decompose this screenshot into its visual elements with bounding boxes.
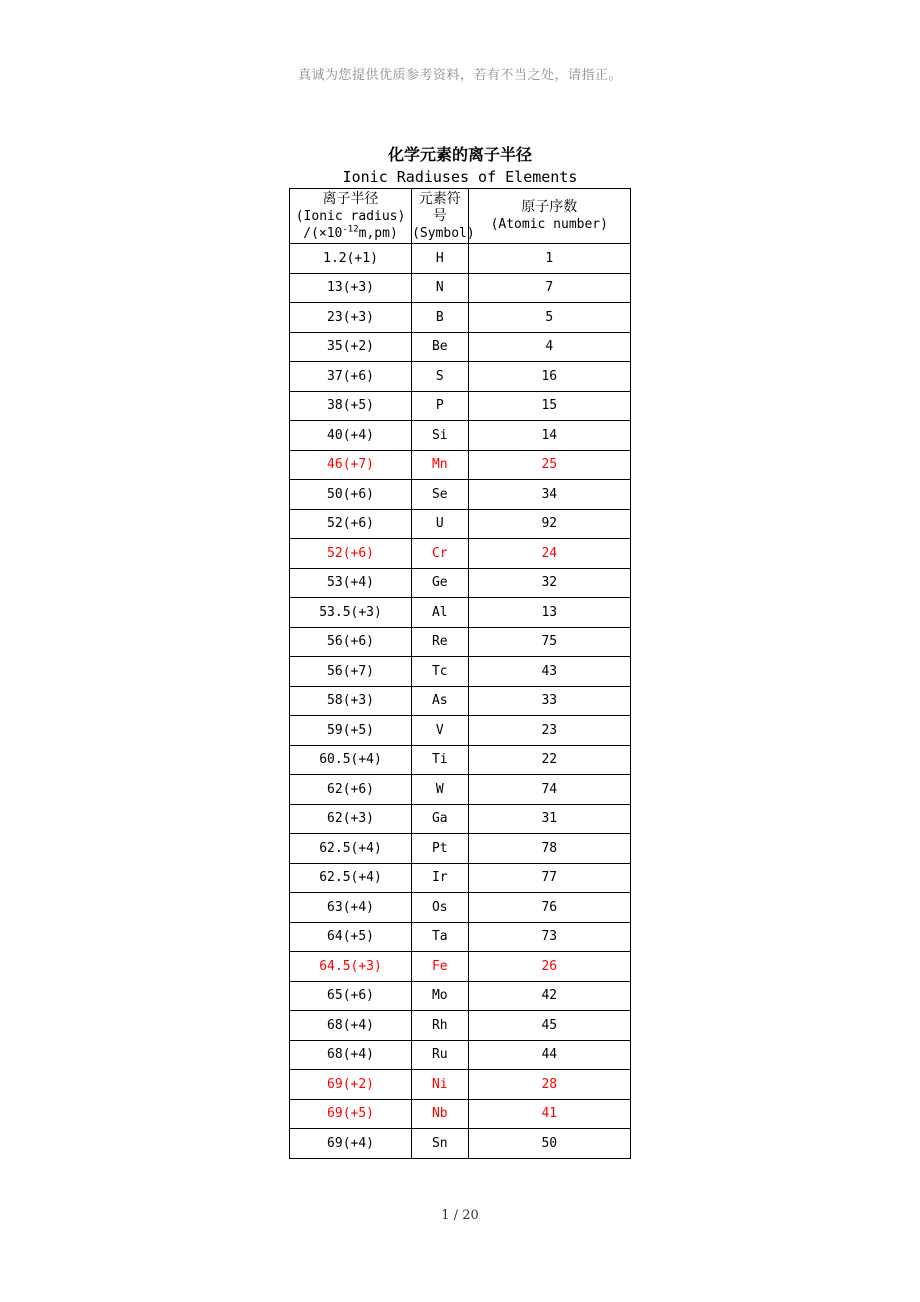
header-radius-cn: 离子半径	[322, 190, 379, 207]
cell-ionic-radius: 69(+5)	[290, 1099, 412, 1129]
header-atomic-en: (Atomic number)	[490, 217, 608, 232]
cell-atomic-number: 28	[468, 1070, 630, 1100]
cell-symbol: Os	[412, 893, 468, 923]
cell-ionic-radius: 53(+4)	[290, 568, 412, 598]
cell-atomic-number: 76	[468, 893, 630, 923]
cell-atomic-number: 74	[468, 775, 630, 805]
cell-symbol: Rh	[412, 1011, 468, 1041]
page-number-footer	[0, 1208, 920, 1223]
cell-ionic-radius: 53.5(+3)	[290, 598, 412, 628]
cell-symbol: Ru	[412, 1040, 468, 1070]
cell-atomic-number: 42	[468, 981, 630, 1011]
table-row	[290, 303, 631, 333]
cell-atomic-number: 32	[468, 568, 630, 598]
page-total: 20	[462, 1208, 479, 1223]
table-row	[290, 1099, 631, 1129]
cell-symbol: Ta	[412, 922, 468, 952]
cell-ionic-radius: 46(+7)	[290, 450, 412, 480]
cell-ionic-radius: 60.5(+4)	[290, 745, 412, 775]
table-row	[290, 539, 631, 569]
cell-ionic-radius: 62(+3)	[290, 804, 412, 834]
cell-symbol: P	[412, 391, 468, 421]
cell-atomic-number: 43	[468, 657, 630, 687]
table-row	[290, 598, 631, 628]
page-separator: /	[453, 1208, 459, 1223]
table-row	[290, 480, 631, 510]
cell-atomic-number: 25	[468, 450, 630, 480]
cell-ionic-radius: 52(+6)	[290, 539, 412, 569]
page-title-chinese: 化学元素的离子半径	[387, 145, 532, 164]
header-note: 真诚为您提供优质参考资料，若有不当之处，请指正。	[297, 68, 622, 83]
table-row	[290, 362, 631, 392]
cell-symbol: Nb	[412, 1099, 468, 1129]
cell-atomic-number: 44	[468, 1040, 630, 1070]
table-row	[290, 391, 631, 421]
cell-symbol: Ga	[412, 804, 468, 834]
cell-atomic-number: 92	[468, 509, 630, 539]
cell-ionic-radius: 68(+4)	[290, 1011, 412, 1041]
page-title-english: Ionic Radiuses of Elements	[342, 168, 578, 186]
table-row	[290, 893, 631, 923]
header-atomic-number	[468, 189, 630, 244]
table-row	[290, 627, 631, 657]
table-row	[290, 775, 631, 805]
cell-ionic-radius: 62.5(+4)	[290, 834, 412, 864]
cell-atomic-number: 1	[468, 244, 630, 274]
table-row	[290, 509, 631, 539]
cell-ionic-radius: 69(+2)	[290, 1070, 412, 1100]
cell-ionic-radius: 62.5(+4)	[290, 863, 412, 893]
cell-ionic-radius: 64(+5)	[290, 922, 412, 952]
ionic-radius-table	[289, 188, 631, 1159]
cell-symbol: Be	[412, 332, 468, 362]
cell-atomic-number: 73	[468, 922, 630, 952]
table-row	[290, 804, 631, 834]
cell-symbol: B	[412, 303, 468, 333]
cell-atomic-number: 33	[468, 686, 630, 716]
table-row	[290, 922, 631, 952]
cell-symbol: Ge	[412, 568, 468, 598]
cell-ionic-radius: 59(+5)	[290, 716, 412, 746]
cell-ionic-radius: 56(+6)	[290, 627, 412, 657]
cell-atomic-number: 4	[468, 332, 630, 362]
cell-ionic-radius: 65(+6)	[290, 981, 412, 1011]
table-row	[290, 450, 631, 480]
table-row	[290, 745, 631, 775]
cell-atomic-number: 16	[468, 362, 630, 392]
table-row	[290, 332, 631, 362]
cell-symbol: U	[412, 509, 468, 539]
table-row	[290, 1129, 631, 1159]
cell-atomic-number: 26	[468, 952, 630, 982]
cell-ionic-radius: 37(+6)	[290, 362, 412, 392]
header-symbol-cn: 元素符号	[418, 190, 461, 224]
cell-symbol: Ni	[412, 1070, 468, 1100]
cell-ionic-radius: 56(+7)	[290, 657, 412, 687]
cell-symbol: Mo	[412, 981, 468, 1011]
table-row	[290, 834, 631, 864]
cell-symbol: Cr	[412, 539, 468, 569]
cell-symbol: Re	[412, 627, 468, 657]
cell-ionic-radius: 68(+4)	[290, 1040, 412, 1070]
cell-symbol: Se	[412, 480, 468, 510]
table-row	[290, 1040, 631, 1070]
cell-ionic-radius: 1.2(+1)	[290, 244, 412, 274]
table-header-row	[290, 189, 631, 244]
table-row	[290, 1011, 631, 1041]
cell-symbol: Tc	[412, 657, 468, 687]
cell-symbol: Mn	[412, 450, 468, 480]
table-row	[290, 657, 631, 687]
cell-ionic-radius: 64.5(+3)	[290, 952, 412, 982]
cell-atomic-number: 5	[468, 303, 630, 333]
cell-symbol: S	[412, 362, 468, 392]
cell-atomic-number: 23	[468, 716, 630, 746]
header-radius-en: (Ionic radius)	[295, 208, 406, 224]
header-ionic-radius	[290, 189, 412, 244]
cell-atomic-number: 7	[468, 273, 630, 303]
cell-ionic-radius: 35(+2)	[290, 332, 412, 362]
cell-symbol: W	[412, 775, 468, 805]
cell-symbol: N	[412, 273, 468, 303]
table-row	[290, 863, 631, 893]
table-row	[290, 1070, 631, 1100]
cell-symbol: Fe	[412, 952, 468, 982]
cell-ionic-radius: 58(+3)	[290, 686, 412, 716]
header-atomic-cn: 原子序数	[521, 199, 578, 215]
cell-ionic-radius: 62(+6)	[290, 775, 412, 805]
page-current: 1	[441, 1208, 450, 1223]
cell-symbol: Pt	[412, 834, 468, 864]
cell-ionic-radius: 40(+4)	[290, 421, 412, 451]
cell-symbol: Ti	[412, 745, 468, 775]
table-row	[290, 981, 631, 1011]
cell-ionic-radius: 23(+3)	[290, 303, 412, 333]
table-row	[290, 273, 631, 303]
cell-atomic-number: 14	[468, 421, 630, 451]
cell-atomic-number: 15	[468, 391, 630, 421]
table-row	[290, 686, 631, 716]
table-row	[290, 421, 631, 451]
cell-atomic-number: 78	[468, 834, 630, 864]
cell-ionic-radius: 38(+5)	[290, 391, 412, 421]
cell-atomic-number: 45	[468, 1011, 630, 1041]
cell-ionic-radius: 13(+3)	[290, 273, 412, 303]
cell-atomic-number: 50	[468, 1129, 630, 1159]
cell-symbol: V	[412, 716, 468, 746]
cell-ionic-radius: 52(+6)	[290, 509, 412, 539]
cell-atomic-number: 22	[468, 745, 630, 775]
header-symbol	[412, 189, 475, 244]
cell-atomic-number: 34	[468, 480, 630, 510]
cell-ionic-radius: 50(+6)	[290, 480, 412, 510]
table-row	[290, 716, 631, 746]
cell-ionic-radius: 69(+4)	[290, 1129, 412, 1159]
cell-symbol: Al	[412, 598, 468, 628]
cell-atomic-number: 41	[468, 1099, 630, 1129]
cell-atomic-number: 24	[468, 539, 630, 569]
cell-atomic-number: 13	[468, 598, 630, 628]
cell-atomic-number: 31	[468, 804, 630, 834]
cell-atomic-number: 75	[468, 627, 630, 657]
table-row	[290, 952, 631, 982]
cell-symbol: As	[412, 686, 468, 716]
header-symbol-en: (Symbol)	[412, 225, 475, 241]
table-row	[290, 568, 631, 598]
cell-atomic-number: 77	[468, 863, 630, 893]
cell-ionic-radius: 63(+4)	[290, 893, 412, 923]
header-radius-unit: $/(\times 10^{-12}m,pm)$	[303, 224, 398, 241]
cell-symbol: Sn	[412, 1129, 468, 1159]
table-row	[290, 244, 631, 274]
cell-symbol: Si	[412, 421, 468, 451]
cell-symbol: H	[412, 244, 468, 274]
cell-symbol: Ir	[412, 863, 468, 893]
table-body	[290, 244, 631, 1159]
